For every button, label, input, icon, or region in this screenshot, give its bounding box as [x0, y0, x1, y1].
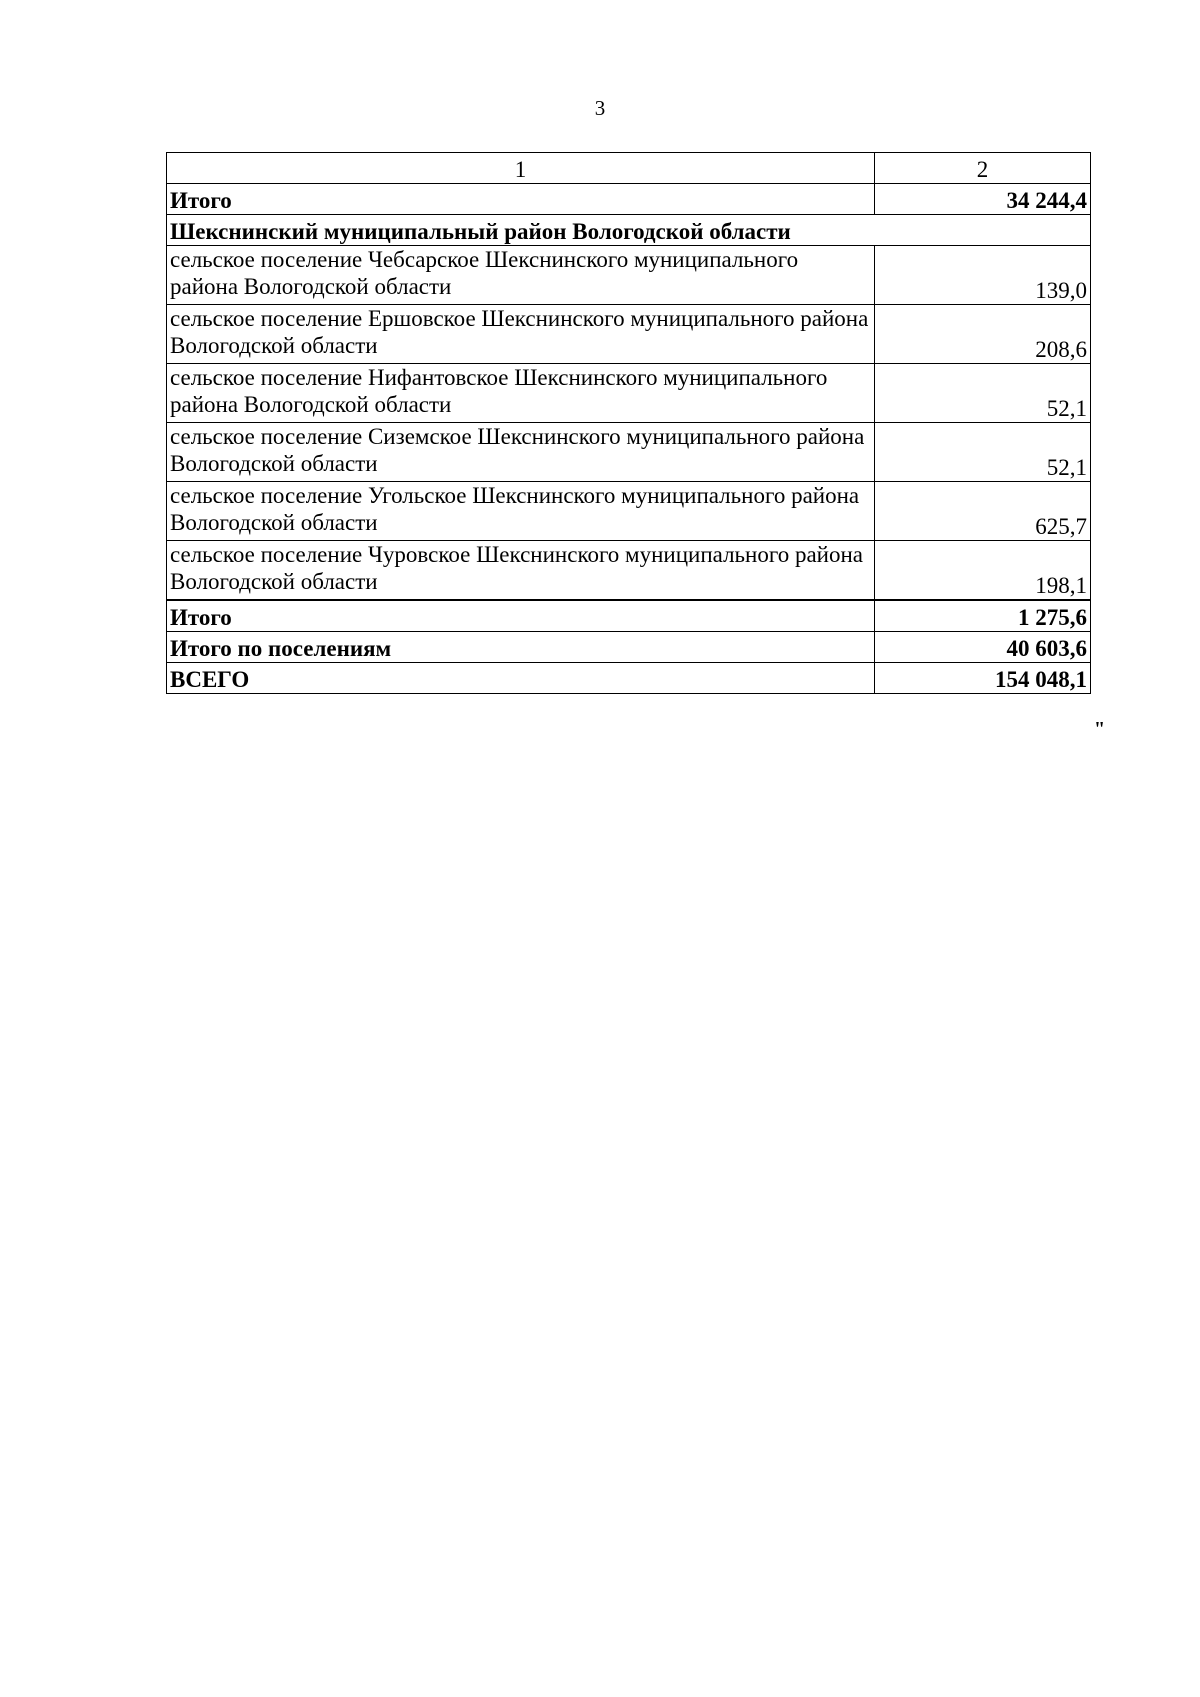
table-row	[167, 482, 1091, 541]
section-title: Шекснинский муниципальный район Вологодской области	[167, 215, 1091, 246]
column-header-1: 1	[167, 153, 875, 184]
settlement-value: 52,1	[875, 423, 1091, 482]
settlement-name: сельское поселение Сиземское Шекснинского муниципального района Вологодской области	[167, 423, 875, 482]
allocation-table	[166, 152, 1091, 694]
settlements-total-label: Итого по поселениям	[167, 632, 875, 663]
settlements-total-value: 40 603,6	[875, 632, 1091, 663]
top-total-label: Итого	[167, 184, 875, 215]
top-total-value: 34 244,4	[875, 184, 1091, 215]
district-total-value: 1 275,6	[875, 600, 1091, 632]
top-total-row	[167, 184, 1091, 215]
settlement-name: сельское поселение Ершовское Шекснинского муниципального района Вологодской области	[167, 305, 875, 364]
table-row	[167, 246, 1091, 305]
district-total-label: Итого	[167, 600, 875, 632]
settlement-value: 208,6	[875, 305, 1091, 364]
settlement-name: сельское поселение Нифантовское Шекснинского муниципального района Вологодской области	[167, 364, 875, 423]
grand-total-label: ВСЕГО	[167, 663, 875, 694]
settlement-value: 52,1	[875, 364, 1091, 423]
settlement-value: 139,0	[875, 246, 1091, 305]
closing-quote: "	[1094, 718, 1106, 740]
page-number: 3	[594, 96, 606, 120]
table-row	[167, 364, 1091, 423]
settlement-name: сельское поселение Чебсарское Шекснинского муниципального района Вологодской области	[167, 246, 875, 305]
section-row	[167, 215, 1091, 246]
grand-total-value: 154 048,1	[875, 663, 1091, 694]
column-header-2: 2	[875, 153, 1091, 184]
settlement-value: 198,1	[875, 541, 1091, 601]
grand-total-row	[167, 663, 1091, 694]
table-row	[167, 541, 1091, 601]
table-header-row	[167, 153, 1091, 184]
settlement-name: сельское поселение Угольское Шекснинского муниципального района Вологодской области	[167, 482, 875, 541]
settlement-value: 625,7	[875, 482, 1091, 541]
district-total-row	[167, 600, 1091, 632]
settlements-total-row	[167, 632, 1091, 663]
table-row	[167, 423, 1091, 482]
settlement-name: сельское поселение Чуровское Шекснинского муниципального района Вологодской области	[167, 541, 875, 601]
table-row	[167, 305, 1091, 364]
